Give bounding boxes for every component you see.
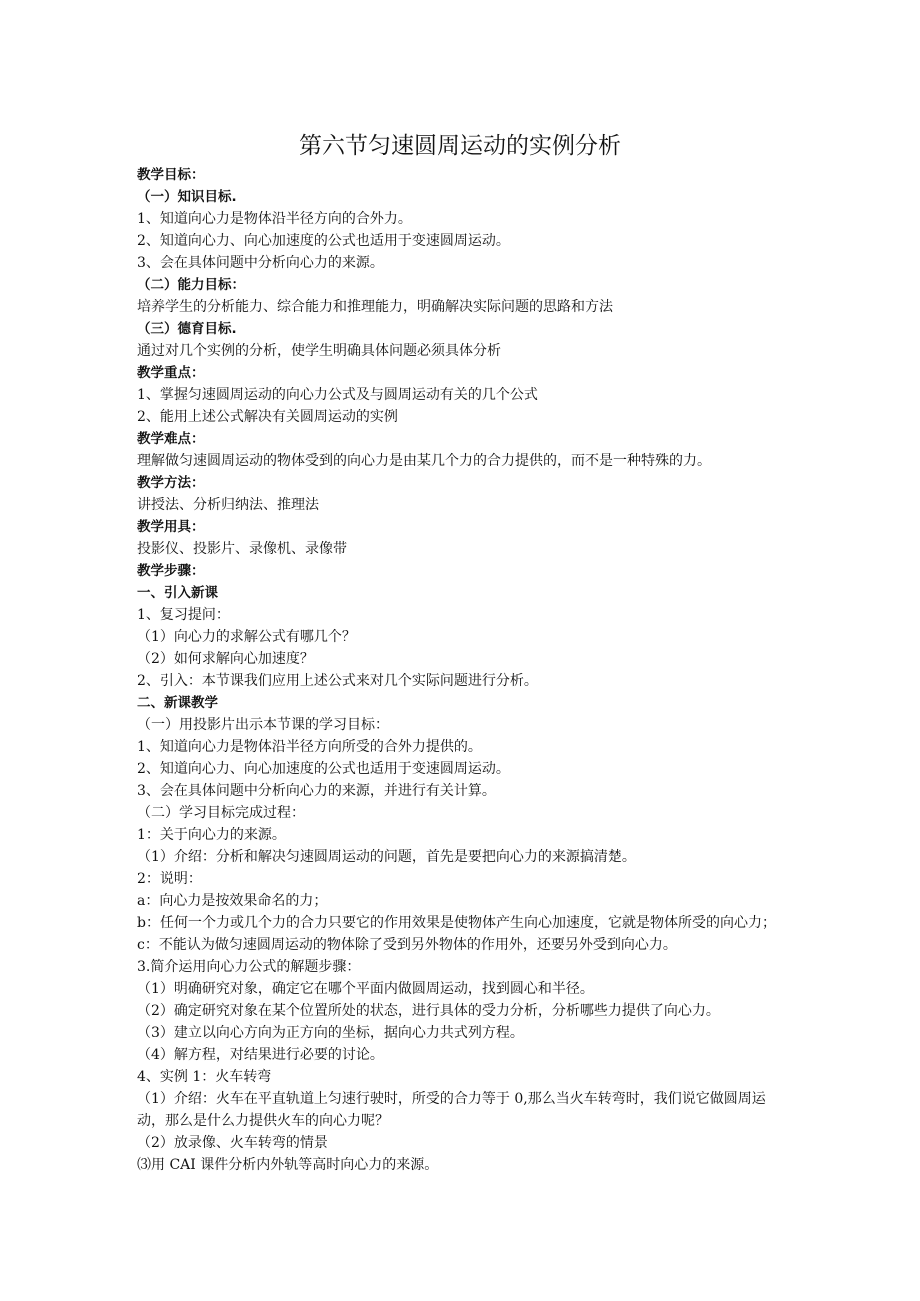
body-line: 通过对几个实例的分析，使学生明确具体问题必须具体分析 <box>137 343 501 359</box>
body-line: 1、知道向心力是物体沿半径方向的合外力。 <box>137 211 412 227</box>
body-line: （2）确定研究对象在某个位置所处的状态，进行具体的受力分析，分析哪些力提供了向心力。 <box>137 1003 720 1019</box>
section-heading: （二）能力目标： <box>137 277 245 293</box>
section-heading: 教学方法： <box>137 475 205 491</box>
body-line: （1）介绍：分析和解决匀速圆周运动的问题，首先是要把向心力的来源搞清楚。 <box>137 849 636 865</box>
body-line: （二）学习目标完成过程： <box>137 805 305 821</box>
body-line: 2：说明： <box>137 871 202 887</box>
body-line: 3、会在具体问题中分析向心力的来源。 <box>137 255 384 271</box>
body-line: （一）用投影片出示本节课的学习目标： <box>137 717 389 733</box>
body-line: 2、能用上述公式解决有关圆周运动的实例 <box>137 409 398 425</box>
body-line: （1）向心力的求解公式有哪几个？ <box>137 629 356 645</box>
body-line: （4）解方程，对结果进行必要的讨论。 <box>137 1047 384 1063</box>
body-line: 讲授法、分析归纳法、推理法 <box>137 497 319 513</box>
section-heading: （一）知识目标. <box>137 189 237 205</box>
body-line: 理解做匀速圆周运动的物体受到的向心力是由某几个力的合力提供的，而不是一种特殊的力。 <box>137 453 711 469</box>
section-heading: 教学用具： <box>137 519 205 535</box>
body-line: （2）放录像、火车转弯的情景 <box>137 1135 328 1151</box>
body-line: 2、知道向心力、向心加速度的公式也适用于变速圆周运动。 <box>137 761 510 777</box>
section-heading: 二、新课教学 <box>137 695 218 711</box>
section-heading: 教学目标： <box>137 167 205 183</box>
section-heading: 教学难点： <box>137 431 205 447</box>
body-line: b：任何一个力或几个力的合力只要它的作用效果是使物体产生向心加速度，它就是物体所受的向心力； <box>137 915 776 931</box>
section-heading: 教学步骤： <box>137 563 205 579</box>
body-line: （3）建立以向心方向为正方向的坐标，据向心力共式列方程。 <box>137 1025 524 1041</box>
body-line: 2、知道向心力、向心加速度的公式也适用于变速圆周运动。 <box>137 233 510 249</box>
body-line: （1）明确研究对象，确定它在哪个平面内做圆周运动，找到圆心和半径。 <box>137 981 594 997</box>
body-line: 1、复习提问： <box>137 607 230 623</box>
body-line: a：向心力是按效果命名的力； <box>137 893 328 909</box>
section-heading: 一、引入新课 <box>137 585 218 601</box>
body-line: 3.简介运用向心力公式的解题步骤： <box>137 959 361 975</box>
document-title: 第六节匀速圆周运动的实例分析 <box>299 133 621 159</box>
body-line: 1：关于向心力的来源。 <box>137 827 286 843</box>
body-line: 1、掌握匀速圆周运动的向心力公式及与圆周运动有关的几个公式 <box>137 387 538 403</box>
body-line: ⑶用 CAI 课件分析内外轨等高时向心力的来源。 <box>137 1157 439 1173</box>
body-line: （1）介绍：火车在平直轨道上匀速行驶时，所受的合力等于 0,那么当火车转弯时，我们说它做圆周运动，那么是什么力提供火车的向心力呢？ <box>137 1091 766 1129</box>
body-line: （2）如何求解向心加速度？ <box>137 651 314 667</box>
document-body <box>137 164 787 1176</box>
body-line: 3、会在具体问题中分析向心力的来源，并进行有关计算。 <box>137 783 496 799</box>
body-line: 投影仪、投影片、录像机、录像带 <box>137 541 347 557</box>
section-heading: （三）德育目标. <box>137 321 237 337</box>
body-line: 4、实例 1：火车转弯 <box>137 1069 272 1085</box>
section-heading: 教学重点： <box>137 365 205 381</box>
body-line: 2、引入：本节课我们应用上述公式来对几个实际问题进行分析。 <box>137 673 538 689</box>
body-line: c：不能认为做匀速圆周运动的物体除了受到另外物体的作用外，还要另外受到向心力。 <box>137 937 677 953</box>
body-line: 培养学生的分析能力、综合能力和推理能力，明确解决实际问题的思路和方法 <box>137 299 613 315</box>
body-line: 1、知道向心力是物体沿半径方向所受的合外力提供的。 <box>137 739 482 755</box>
